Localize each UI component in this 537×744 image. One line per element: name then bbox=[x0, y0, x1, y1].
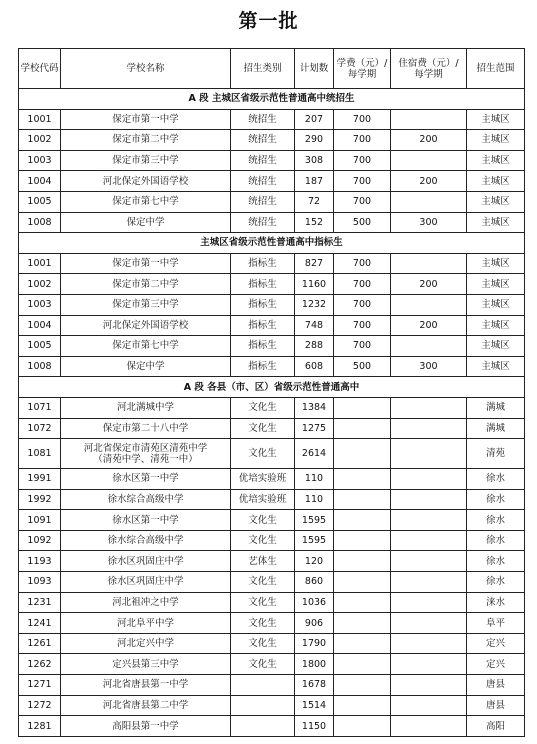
cell-area: 阜平 bbox=[467, 613, 525, 634]
cell-category: 统招生 bbox=[231, 171, 295, 192]
cell-dorm: 300 bbox=[391, 356, 467, 377]
cell-area: 唐县 bbox=[467, 695, 525, 716]
table-row bbox=[19, 336, 525, 357]
cell-code: 1005 bbox=[19, 336, 61, 357]
cell-category: 统招生 bbox=[231, 191, 295, 212]
cell-area: 主城区 bbox=[467, 274, 525, 295]
table-row bbox=[19, 510, 525, 531]
cell-code: 1072 bbox=[19, 418, 61, 439]
cell-plan: 187 bbox=[295, 171, 334, 192]
cell-area: 主城区 bbox=[467, 109, 525, 130]
cell-plan: 120 bbox=[295, 551, 334, 572]
cell-code: 1231 bbox=[19, 592, 61, 613]
cell-plan: 290 bbox=[295, 130, 334, 151]
cell-plan: 1384 bbox=[295, 397, 334, 418]
cell-name: 保定中学 bbox=[61, 356, 231, 377]
cell-plan: 1790 bbox=[295, 633, 334, 654]
cell-category: 指标生 bbox=[231, 336, 295, 357]
cell-area: 主城区 bbox=[467, 130, 525, 151]
cell-area: 主城区 bbox=[467, 356, 525, 377]
cell-area: 主城区 bbox=[467, 191, 525, 212]
cell-name: 河北省唐县第一中学 bbox=[61, 675, 231, 696]
cell-dorm: 200 bbox=[391, 315, 467, 336]
cell-tuition: 700 bbox=[334, 315, 391, 336]
cell-tuition: 700 bbox=[334, 294, 391, 315]
cell-area: 涞水 bbox=[467, 592, 525, 613]
cell-dorm bbox=[391, 489, 467, 510]
cell-dorm bbox=[391, 654, 467, 675]
cell-dorm bbox=[391, 109, 467, 130]
cell-category: 指标生 bbox=[231, 315, 295, 336]
cell-category: 艺体生 bbox=[231, 551, 295, 572]
cell-code: 1091 bbox=[19, 510, 61, 531]
cell-code: 1004 bbox=[19, 171, 61, 192]
cell-name: 徐水综合高级中学 bbox=[61, 530, 231, 551]
cell-dorm bbox=[391, 551, 467, 572]
table-row bbox=[19, 294, 525, 315]
cell-code: 1081 bbox=[19, 439, 61, 469]
section-title: 主城区省级示范性普通高中指标生 bbox=[19, 233, 525, 254]
cell-name: 高阳县第一中学 bbox=[61, 716, 231, 737]
cell-tuition: 700 bbox=[334, 130, 391, 151]
cell-code: 1001 bbox=[19, 109, 61, 130]
cell-plan: 308 bbox=[295, 150, 334, 171]
table-body bbox=[19, 89, 525, 737]
cell-dorm bbox=[391, 592, 467, 613]
cell-plan: 1595 bbox=[295, 530, 334, 551]
page-title: 第一批 bbox=[238, 10, 299, 32]
cell-tuition bbox=[334, 654, 391, 675]
cell-plan: 2614 bbox=[295, 439, 334, 469]
admission-table bbox=[18, 48, 525, 737]
table-row bbox=[19, 150, 525, 171]
table-row bbox=[19, 695, 525, 716]
cell-name: 保定中学 bbox=[61, 212, 231, 233]
table-row bbox=[19, 253, 525, 274]
header-name: 学校名称 bbox=[61, 49, 231, 89]
header-area: 招生范围 bbox=[467, 49, 525, 89]
table-row bbox=[19, 489, 525, 510]
cell-dorm bbox=[391, 469, 467, 490]
table-row bbox=[19, 613, 525, 634]
section-title: A 段 各县（市、区）省级示范性普通高中 bbox=[19, 377, 525, 398]
cell-plan: 72 bbox=[295, 191, 334, 212]
cell-name: 保定市第一中学 bbox=[61, 253, 231, 274]
cell-dorm bbox=[391, 253, 467, 274]
table-row bbox=[19, 469, 525, 490]
table-row bbox=[19, 675, 525, 696]
table-row bbox=[19, 633, 525, 654]
cell-area: 徐水 bbox=[467, 489, 525, 510]
cell-area: 唐县 bbox=[467, 675, 525, 696]
cell-tuition bbox=[334, 695, 391, 716]
table-row bbox=[19, 654, 525, 675]
cell-category bbox=[231, 716, 295, 737]
cell-name: 徐水区巩固庄中学 bbox=[61, 551, 231, 572]
cell-dorm bbox=[391, 613, 467, 634]
cell-category: 文化生 bbox=[231, 592, 295, 613]
cell-category: 文化生 bbox=[231, 439, 295, 469]
cell-dorm: 200 bbox=[391, 171, 467, 192]
cell-code: 1004 bbox=[19, 315, 61, 336]
cell-name: 保定市第七中学 bbox=[61, 336, 231, 357]
cell-area: 主城区 bbox=[467, 315, 525, 336]
cell-category: 文化生 bbox=[231, 654, 295, 675]
cell-dorm bbox=[391, 572, 467, 593]
table-row bbox=[19, 130, 525, 151]
cell-area: 定兴 bbox=[467, 654, 525, 675]
cell-code: 1005 bbox=[19, 191, 61, 212]
cell-name: 保定市第二中学 bbox=[61, 274, 231, 295]
header-plan: 计划数 bbox=[295, 49, 334, 89]
cell-dorm bbox=[391, 716, 467, 737]
cell-plan: 207 bbox=[295, 109, 334, 130]
cell-code: 1193 bbox=[19, 551, 61, 572]
cell-category: 文化生 bbox=[231, 530, 295, 551]
cell-dorm bbox=[391, 191, 467, 212]
cell-dorm bbox=[391, 397, 467, 418]
table-row bbox=[19, 592, 525, 613]
cell-area: 徐水 bbox=[467, 530, 525, 551]
cell-area: 徐水 bbox=[467, 510, 525, 531]
cell-name: 保定市第二中学 bbox=[61, 130, 231, 151]
table-row bbox=[19, 171, 525, 192]
cell-category: 统招生 bbox=[231, 150, 295, 171]
cell-name: 徐水区第一中学 bbox=[61, 469, 231, 490]
cell-tuition: 700 bbox=[334, 191, 391, 212]
cell-plan: 827 bbox=[295, 253, 334, 274]
cell-area: 主城区 bbox=[467, 171, 525, 192]
header-dorm: 住宿费（元）/ 每学期 bbox=[391, 49, 467, 89]
cell-code: 1261 bbox=[19, 633, 61, 654]
cell-dorm: 200 bbox=[391, 130, 467, 151]
header-category: 招生类别 bbox=[231, 49, 295, 89]
cell-code: 1272 bbox=[19, 695, 61, 716]
cell-name: 保定市第二十八中学 bbox=[61, 418, 231, 439]
cell-tuition bbox=[334, 633, 391, 654]
cell-area: 清苑 bbox=[467, 439, 525, 469]
cell-dorm: 300 bbox=[391, 212, 467, 233]
cell-dorm bbox=[391, 675, 467, 696]
cell-name: 保定市第三中学 bbox=[61, 294, 231, 315]
cell-category: 文化生 bbox=[231, 572, 295, 593]
cell-name: 定兴县第三中学 bbox=[61, 654, 231, 675]
cell-name: 河北阜平中学 bbox=[61, 613, 231, 634]
cell-tuition bbox=[334, 439, 391, 469]
cell-tuition: 700 bbox=[334, 336, 391, 357]
cell-code: 1002 bbox=[19, 274, 61, 295]
cell-tuition bbox=[334, 592, 391, 613]
cell-category bbox=[231, 695, 295, 716]
cell-category: 指标生 bbox=[231, 356, 295, 377]
cell-plan: 906 bbox=[295, 613, 334, 634]
table-row bbox=[19, 397, 525, 418]
cell-name: 徐水区巩固庄中学 bbox=[61, 572, 231, 593]
cell-name: 保定市第一中学 bbox=[61, 109, 231, 130]
cell-tuition bbox=[334, 572, 391, 593]
table-row bbox=[19, 716, 525, 737]
cell-tuition bbox=[334, 530, 391, 551]
cell-code: 1092 bbox=[19, 530, 61, 551]
cell-code: 1093 bbox=[19, 572, 61, 593]
cell-code: 1281 bbox=[19, 716, 61, 737]
header-code: 学校代码 bbox=[19, 49, 61, 89]
cell-name: 保定市第三中学 bbox=[61, 150, 231, 171]
cell-plan: 1275 bbox=[295, 418, 334, 439]
cell-code: 1008 bbox=[19, 212, 61, 233]
cell-dorm bbox=[391, 150, 467, 171]
cell-tuition bbox=[334, 675, 391, 696]
cell-area: 徐水 bbox=[467, 469, 525, 490]
cell-tuition bbox=[334, 397, 391, 418]
cell-name: 河北省保定市清苑区清苑中学 （清苑中学、清苑一中） bbox=[61, 439, 231, 469]
cell-dorm bbox=[391, 294, 467, 315]
cell-dorm bbox=[391, 530, 467, 551]
cell-code: 1003 bbox=[19, 294, 61, 315]
cell-tuition bbox=[334, 418, 391, 439]
cell-dorm: 200 bbox=[391, 274, 467, 295]
cell-area: 徐水 bbox=[467, 572, 525, 593]
cell-code: 1241 bbox=[19, 613, 61, 634]
cell-plan: 152 bbox=[295, 212, 334, 233]
cell-name: 河北省唐县第二中学 bbox=[61, 695, 231, 716]
cell-code: 1262 bbox=[19, 654, 61, 675]
cell-plan: 110 bbox=[295, 489, 334, 510]
cell-name: 河北保定外国语学校 bbox=[61, 315, 231, 336]
cell-dorm bbox=[391, 510, 467, 531]
table-row bbox=[19, 274, 525, 295]
table-row bbox=[19, 572, 525, 593]
cell-tuition bbox=[334, 489, 391, 510]
section-header-row bbox=[19, 233, 525, 254]
cell-name: 河北祖冲之中学 bbox=[61, 592, 231, 613]
table-row bbox=[19, 315, 525, 336]
cell-category: 文化生 bbox=[231, 633, 295, 654]
cell-tuition: 700 bbox=[334, 274, 391, 295]
cell-dorm bbox=[391, 695, 467, 716]
cell-plan: 1800 bbox=[295, 654, 334, 675]
cell-area: 定兴 bbox=[467, 633, 525, 654]
cell-area: 主城区 bbox=[467, 336, 525, 357]
cell-code: 1071 bbox=[19, 397, 61, 418]
table-row bbox=[19, 356, 525, 377]
cell-category: 文化生 bbox=[231, 510, 295, 531]
cell-area: 满城 bbox=[467, 397, 525, 418]
cell-code: 1001 bbox=[19, 253, 61, 274]
cell-code: 1271 bbox=[19, 675, 61, 696]
cell-plan: 860 bbox=[295, 572, 334, 593]
cell-tuition bbox=[334, 469, 391, 490]
cell-plan: 1150 bbox=[295, 716, 334, 737]
cell-plan: 1514 bbox=[295, 695, 334, 716]
table-row bbox=[19, 551, 525, 572]
cell-tuition: 700 bbox=[334, 171, 391, 192]
cell-plan: 288 bbox=[295, 336, 334, 357]
cell-tuition bbox=[334, 716, 391, 737]
cell-tuition: 500 bbox=[334, 212, 391, 233]
cell-code: 1003 bbox=[19, 150, 61, 171]
cell-code: 1991 bbox=[19, 469, 61, 490]
cell-category: 文化生 bbox=[231, 397, 295, 418]
cell-dorm bbox=[391, 418, 467, 439]
cell-category: 优培实验班 bbox=[231, 489, 295, 510]
cell-code: 1002 bbox=[19, 130, 61, 151]
cell-dorm bbox=[391, 439, 467, 469]
cell-plan: 1595 bbox=[295, 510, 334, 531]
cell-area: 徐水 bbox=[467, 551, 525, 572]
cell-category bbox=[231, 675, 295, 696]
cell-tuition: 500 bbox=[334, 356, 391, 377]
cell-area: 主城区 bbox=[467, 212, 525, 233]
section-header-row bbox=[19, 89, 525, 110]
cell-name: 保定市第七中学 bbox=[61, 191, 231, 212]
cell-plan: 1160 bbox=[295, 274, 334, 295]
header-row bbox=[19, 49, 525, 89]
cell-plan: 110 bbox=[295, 469, 334, 490]
cell-area: 主城区 bbox=[467, 253, 525, 274]
table-row bbox=[19, 212, 525, 233]
cell-category: 统招生 bbox=[231, 130, 295, 151]
cell-category: 指标生 bbox=[231, 294, 295, 315]
table-row bbox=[19, 439, 525, 469]
cell-category: 文化生 bbox=[231, 418, 295, 439]
cell-name: 河北保定外国语学校 bbox=[61, 171, 231, 192]
cell-category: 统招生 bbox=[231, 212, 295, 233]
cell-name: 河北定兴中学 bbox=[61, 633, 231, 654]
table-row bbox=[19, 109, 525, 130]
cell-area: 主城区 bbox=[467, 294, 525, 315]
cell-tuition: 700 bbox=[334, 150, 391, 171]
cell-tuition: 700 bbox=[334, 109, 391, 130]
cell-category: 指标生 bbox=[231, 253, 295, 274]
cell-category: 文化生 bbox=[231, 613, 295, 634]
cell-code: 1008 bbox=[19, 356, 61, 377]
table-row bbox=[19, 191, 525, 212]
section-title: A 段 主城区省级示范性普通高中统招生 bbox=[19, 89, 525, 110]
table-row bbox=[19, 530, 525, 551]
cell-plan: 1232 bbox=[295, 294, 334, 315]
cell-area: 主城区 bbox=[467, 150, 525, 171]
cell-plan: 748 bbox=[295, 315, 334, 336]
cell-tuition bbox=[334, 613, 391, 634]
cell-dorm bbox=[391, 336, 467, 357]
cell-category: 统招生 bbox=[231, 109, 295, 130]
cell-plan: 1036 bbox=[295, 592, 334, 613]
cell-dorm bbox=[391, 633, 467, 654]
section-header-row bbox=[19, 377, 525, 398]
cell-tuition bbox=[334, 510, 391, 531]
cell-name: 河北满城中学 bbox=[61, 397, 231, 418]
cell-code: 1992 bbox=[19, 489, 61, 510]
header-tuition: 学费（元）/ 每学期 bbox=[334, 49, 391, 89]
cell-plan: 608 bbox=[295, 356, 334, 377]
cell-tuition bbox=[334, 551, 391, 572]
cell-name: 徐水综合高级中学 bbox=[61, 489, 231, 510]
cell-plan: 1678 bbox=[295, 675, 334, 696]
cell-tuition: 700 bbox=[334, 253, 391, 274]
cell-area: 高阳 bbox=[467, 716, 525, 737]
cell-area: 满城 bbox=[467, 418, 525, 439]
cell-name: 徐水区第一中学 bbox=[61, 510, 231, 531]
cell-category: 指标生 bbox=[231, 274, 295, 295]
cell-category: 优培实验班 bbox=[231, 469, 295, 490]
table-row bbox=[19, 418, 525, 439]
